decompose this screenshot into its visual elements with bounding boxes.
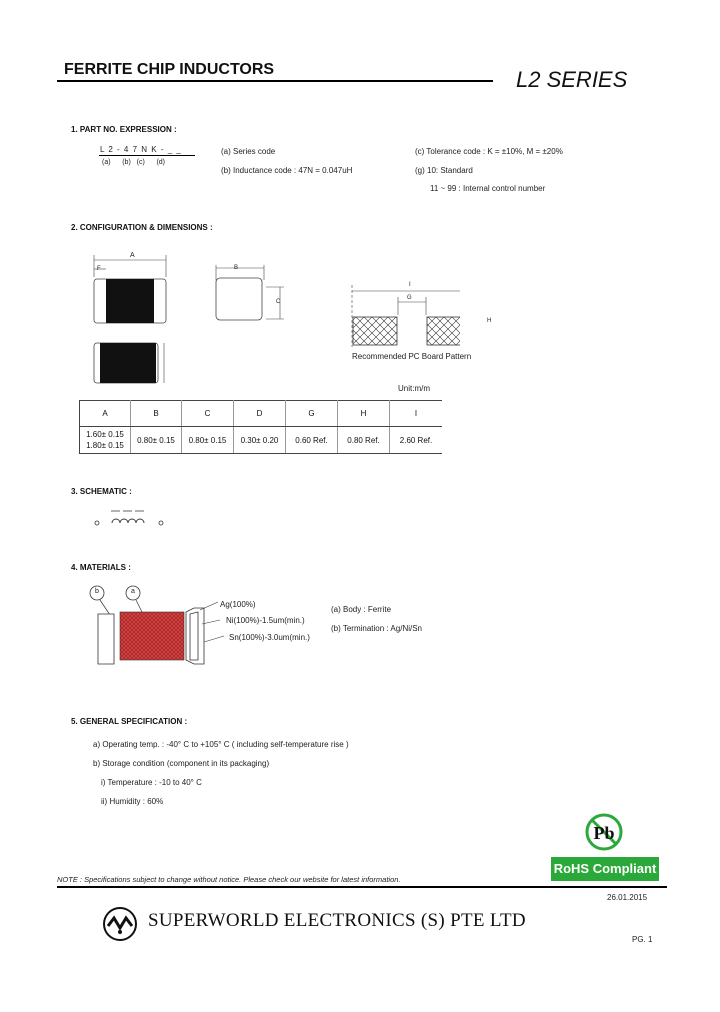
material-ni-text: Ni(100%)-1.5um(min.) (226, 616, 305, 625)
part-code-labels: (a) (b) (c) (d) (102, 159, 165, 166)
document-title: FERRITE CHIP INDUCTORS (64, 61, 275, 78)
dimensions-table-row (80, 427, 443, 454)
table-header-cell: A (80, 401, 131, 427)
dim-label-f: F (97, 266, 101, 272)
table-header-cell: I (390, 401, 443, 427)
spec-humidity: ii) Humidity : 60% (101, 797, 164, 806)
spec-operating-temp: a) Operating temp. : -40° C to +105° C ( including self-temperature rise ) (93, 740, 349, 749)
material-ag-text: Ag(100%) (220, 600, 256, 609)
dimensions-table-header (80, 401, 443, 427)
dim-label-g: G (407, 295, 412, 301)
footer-note: NOTE : Specifications subject to change without notice. Please check our website for latest information. (57, 875, 401, 884)
table-header-cell: G (286, 401, 338, 427)
table-header-cell: H (338, 401, 390, 427)
dimensions-table (79, 400, 442, 454)
company-logo-icon (102, 906, 138, 942)
footer-date: 26.01.2015 (607, 893, 648, 902)
dim-label-h: H (487, 318, 492, 324)
table-cell-i: 2.60 Ref. (390, 427, 443, 454)
table-cell-a-line1: 1.60± 0.15 (86, 430, 124, 439)
page-number: PG. 1 (632, 935, 653, 944)
pb-symbol-text: Pb (593, 823, 615, 843)
table-cell-d: 0.30± 0.20 (234, 427, 286, 454)
table-header-cell: D (234, 401, 286, 427)
chip-top-view (94, 343, 164, 383)
series-code-text: (a) Series code (221, 147, 276, 156)
dim-label-i: I (409, 282, 411, 288)
part-code: L 2 - 4 7 N K - _ _ (100, 145, 182, 154)
material-label-b: b (95, 588, 99, 595)
table-cell-g: 0.60 Ref. (286, 427, 338, 454)
part-code-underline (99, 155, 195, 156)
section-part-no-heading: 1. PART NO. EXPRESSION : (71, 125, 177, 134)
inductance-code-text: (b) Inductance code : 47N = 0.047uH (221, 166, 353, 175)
material-termination-text: (b) Termination : Ag/Ni/Sn (331, 624, 423, 633)
dim-label-b: B (234, 265, 239, 271)
footer-rule (57, 886, 667, 888)
table-cell-a (80, 427, 131, 454)
table-header-cell: B (131, 401, 182, 427)
pcb-pattern-caption: Recommended PC Board Pattern (352, 352, 472, 361)
title-underline (57, 80, 493, 82)
inductor-schematic-icon (90, 508, 170, 530)
chip-end-view (216, 265, 284, 320)
material-label-a: a (131, 588, 135, 595)
internal-control-text: 11 ~ 99 : Internal control number (430, 184, 546, 193)
table-cell-b: 0.80± 0.15 (131, 427, 182, 454)
material-body-text: (a) Body : Ferrite (331, 605, 392, 614)
section-materials-heading: 4. MATERIALS : (71, 563, 131, 572)
table-cell-h: 0.80 Ref. (338, 427, 390, 454)
lead-free-icon (582, 810, 626, 854)
standard-code-text: (g) 10: Standard (415, 166, 473, 175)
table-cell-c: 0.80± 0.15 (182, 427, 234, 454)
dim-label-a: A (130, 252, 135, 259)
dimension-drawings (60, 245, 460, 395)
unit-label: Unit:m/m (398, 384, 430, 393)
spec-storage-condition: b) Storage condition (component in its packaging) (93, 759, 270, 768)
section-general-heading: 5. GENERAL SPECIFICATION : (71, 717, 188, 726)
pcb-pattern-drawing (352, 285, 460, 347)
table-header-cell: C (182, 401, 234, 427)
section-config-heading: 2. CONFIGURATION & DIMENSIONS : (71, 223, 213, 232)
dim-label-c: C (276, 299, 281, 305)
spec-temperature: i) Temperature : -10 to 40° C (101, 778, 202, 787)
tolerance-code-text: (c) Tolerance code : K = ±10%, M = ±20% (415, 147, 563, 156)
rohs-badge: RoHS Compliant (551, 857, 659, 881)
chip-side-view (94, 255, 166, 323)
section-schematic-heading: 3. SCHEMATIC : (71, 487, 132, 496)
company-name: SUPERWORLD ELECTRONICS (S) PTE LTD (148, 910, 526, 931)
materials-cross-section-drawing (86, 580, 226, 675)
series-title: L2 SERIES (516, 67, 628, 92)
table-cell-a-line2: 1.80± 0.15 (86, 441, 124, 450)
material-sn-text: Sn(100%)-3.0um(min.) (229, 633, 310, 642)
